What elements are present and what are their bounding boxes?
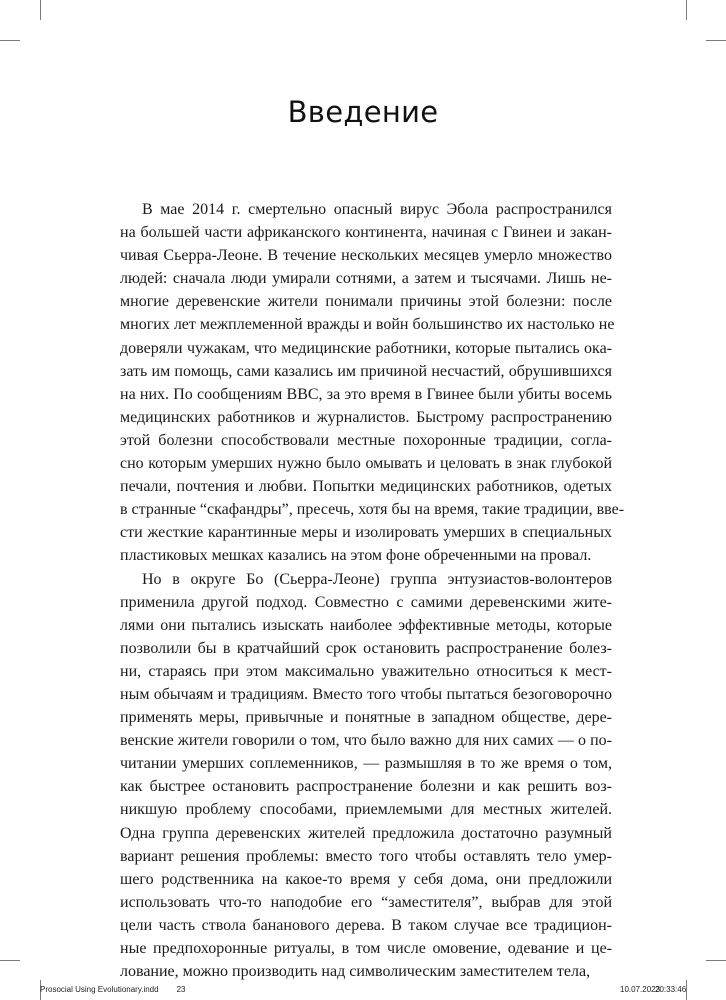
text-line: лями они пытались изыскать наиболее эффективные методы, которые (120, 616, 612, 634)
text-line: ни, стараясь при этом максимально уважительно относиться к мест- (120, 662, 612, 680)
text-line: венские жители говорили о том, что было важно для них самих — о по- (120, 732, 612, 750)
text-line: ным обычаям и традициям. Вместо того чтобы пытаться безоговорочно (120, 685, 612, 703)
text-line: медицинских работников и журналистов. Быстрому распространению (120, 408, 612, 426)
text-line: В мае 2014 г. смертельно опасный вирус Эбола распространился (142, 201, 612, 218)
footer-page-number: 23 (176, 985, 186, 994)
crop-mark-bottom-right-v (686, 980, 687, 1000)
footer-file-name: Prosocial Using Evolutionary.indd (40, 985, 159, 994)
page-title: Введение (287, 95, 439, 129)
text-line: сти жесткие карантинные меры и изолировать умерших в специальных (120, 524, 612, 542)
text-line: людей: сначала люди умирали сотнями, а затем и тысячами. Лишь не- (120, 270, 612, 288)
text-line: применять меры, привычные и понятные в западном обществе, дере- (120, 709, 612, 727)
text-line: пластиковых мешках казались на этом фоне обреченными на провал. (120, 547, 592, 565)
text-line: сно которым умерших нужно было омывать и целовать в знак глубокой (120, 455, 612, 473)
text-line: в странные “скафандры”, пресечь, хотя бы на время, такие традиции, вве- (120, 501, 625, 519)
text-line: чивая Сьерра-Леоне. В течение нескольких месяцев умерло множество (120, 247, 612, 265)
paragraph-1 (120, 198, 625, 568)
text-line: использовать что-то наподобие его “заместителя”, выбрав для этой (120, 893, 612, 911)
text-line: на них. По сообщениям BBC, за это время в Гвинее были убиты восемь (120, 385, 612, 403)
text-line: лование, можно производить над символическим заместителем тела, (120, 963, 591, 981)
text-line: на большей части африканского континента, начиная с Гвинеи и закан- (120, 224, 612, 242)
crop-mark-top-right-h (706, 40, 726, 41)
text-line: печали, почтения и любви. Попытки медицинских работников, одетых (120, 478, 612, 496)
crop-mark-top-left-v (40, 0, 41, 20)
crop-mark-bottom-right-h (706, 960, 726, 961)
footer-date: 10.07.2023 (620, 985, 661, 994)
text-line: шего родственника на какое-то время у себя дома, они предложили (120, 870, 612, 888)
text-line: ные предпохоронные ритуалы, в том числе омовение, одевание и це- (120, 940, 612, 957)
text-line: многие деревенские жители понимали причины этой болезни: после (120, 293, 612, 311)
text-line: вариант решения проблемы: вместо того чтобы оставлять тело умер- (120, 847, 612, 865)
footer-file-info (40, 985, 185, 994)
text-line: этой болезни способствовали местные похоронные традиции, согла- (120, 431, 612, 449)
text-line: никшую проблему способами, приемлемыми для местных жителей. (120, 801, 612, 819)
text-line: позволили бы в кратчайший срок остановить распространение болез- (120, 639, 612, 657)
text-line: как быстрее остановить распространение болезни и как решить воз- (120, 778, 612, 796)
crop-mark-top-left-h (0, 40, 20, 41)
paragraph-2 (120, 568, 612, 984)
text-line: применила другой подход. Совместно с самими деревенскими жите- (120, 593, 612, 611)
crop-mark-bottom-left-h (0, 960, 20, 961)
text-line: читании умерших соплеменников, — размышляя в то же время о том, (120, 755, 612, 773)
text-line: многих лет межплеменной вражды и войн большинство их настолько не (120, 316, 615, 334)
body-text (120, 198, 625, 983)
crop-mark-top-right-v (686, 0, 687, 20)
text-line: доверяли чужакам, что медицинские работники, которые пытались ока- (120, 339, 612, 357)
text-line: Но в округе Бо (Сьерра-Леоне) группа энтузиастов-волонтеров (142, 570, 612, 588)
footer-time: 20:33:46 (655, 985, 687, 994)
text-line: зать им помощь, сами казались им причиной несчастий, обрушившихся (120, 362, 612, 380)
text-line: цели часть ствола бананового дерева. В таком случае все традицион- (120, 916, 612, 934)
text-line: Одна группа деревенских жителей предложила достаточно разумный (120, 824, 612, 842)
